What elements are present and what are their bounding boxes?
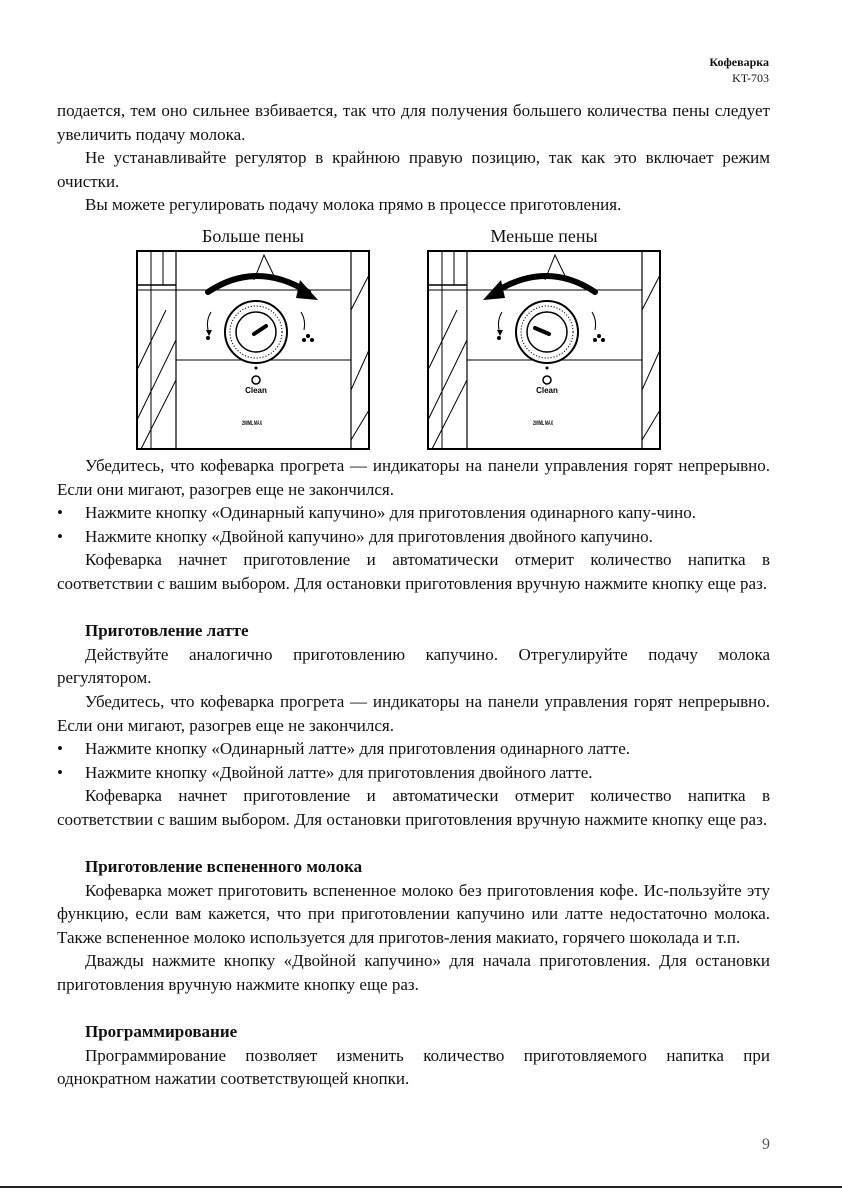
paragraph: Убедитесь, что кофеварка прогрета — индикаторы на панели управления горят непрерывно. Если они мигают, разогрев еще не закончился. — [57, 691, 770, 735]
paragraph: Кофеварка может приготовить вспененное молоко без приготовления кофе. Ис-пользуйте эту функцию, если вам кажется, что при приготовлении капучино или латте недостаточно молока. Также вспененное молоко используется для приготов-ления макиато, горячего шоколада и т.п. — [57, 880, 770, 947]
figure-caption: Меньше пены — [490, 225, 598, 246]
bullet-marker: • — [57, 503, 63, 523]
regulator-illustration — [136, 250, 370, 450]
section-heading-frothed-milk: Приготовление вспененного молока — [85, 857, 363, 877]
paragraph: Кофеварка начнет приготовление и автоматически отмерит количество напитка в соответствии с вашим выбором. Для остановки приготовления вручную нажмите кнопку еще раз. — [57, 786, 770, 829]
paragraph: Вы можете регулировать подачу молока прямо в процессе приготовления. — [85, 195, 622, 215]
bullet-marker: • — [57, 526, 63, 546]
header-title: Кофеварка — [709, 55, 769, 69]
section-heading-programming: Программирование — [85, 1022, 238, 1042]
list-item — [57, 737, 770, 761]
list-item-text: Нажмите кнопку «Двойной латте» для приготовления двойного латте. — [85, 762, 593, 782]
bullet-marker: • — [57, 739, 63, 759]
list-item — [57, 525, 770, 549]
document-body — [57, 99, 770, 1091]
max-label: 200ML MAX — [242, 420, 262, 427]
paragraph: Не устанавливайте регулятор в крайнюю правую позицию, так как это включает режим очистки. — [57, 148, 770, 191]
max-label: 200ML MAX — [533, 420, 553, 427]
clean-label: Clean — [245, 385, 267, 395]
milk-regulator-figures — [57, 225, 770, 451]
paragraph: Действуйте аналогично приготовлению капучино. Отрегулируйте подачу молока регулятором. — [57, 644, 770, 688]
paragraph: Кофеварка начнет приготовление и автоматически отмерит количество напитка в соответствии с вашим выбором. Для остановки приготовления вручную нажмите кнопку еще раз. — [57, 550, 770, 593]
paragraph: подается, тем оно сильнее взбивается, так что для получения большего количества пены следует увеличить подачу молока. — [57, 101, 770, 144]
regulator-illustration — [427, 250, 661, 450]
list-item-text: Нажмите кнопку «Двойной капучино» для приготовления двойного капучино. — [85, 526, 653, 546]
page-bottom-rule — [0, 1186, 842, 1188]
list-item-text: Нажмите кнопку «Одинарный капучино» для приготовления одинарного капу-чино. — [85, 503, 696, 523]
clean-label: Clean — [536, 385, 558, 395]
paragraph: Убедитесь, что кофеварка прогрета — индикаторы на панели управления горят непрерывно. Если они мигают, разогрев еще не закончился. — [57, 455, 770, 499]
paragraph: Программирование позволяет изменить количество приготовляемого напитка при однократном нажатии соответствующей кнопки. — [57, 1045, 770, 1089]
page-number: 9 — [762, 1136, 770, 1153]
section-heading-latte: Приготовление латте — [85, 621, 249, 641]
figure-caption: Больше пены — [202, 225, 304, 246]
header-model: KT-703 — [732, 71, 769, 85]
paragraph: Дважды нажмите кнопку «Двойной капучино» для начала приготовления. Для остановки приготовления вручную нажмите кнопку еще раз. — [57, 951, 770, 995]
bullet-marker: • — [57, 762, 63, 782]
list-item — [57, 761, 770, 785]
list-item-text: Нажмите кнопку «Одинарный латте» для приготовления одинарного латте. — [85, 739, 630, 759]
list-item — [57, 501, 770, 525]
